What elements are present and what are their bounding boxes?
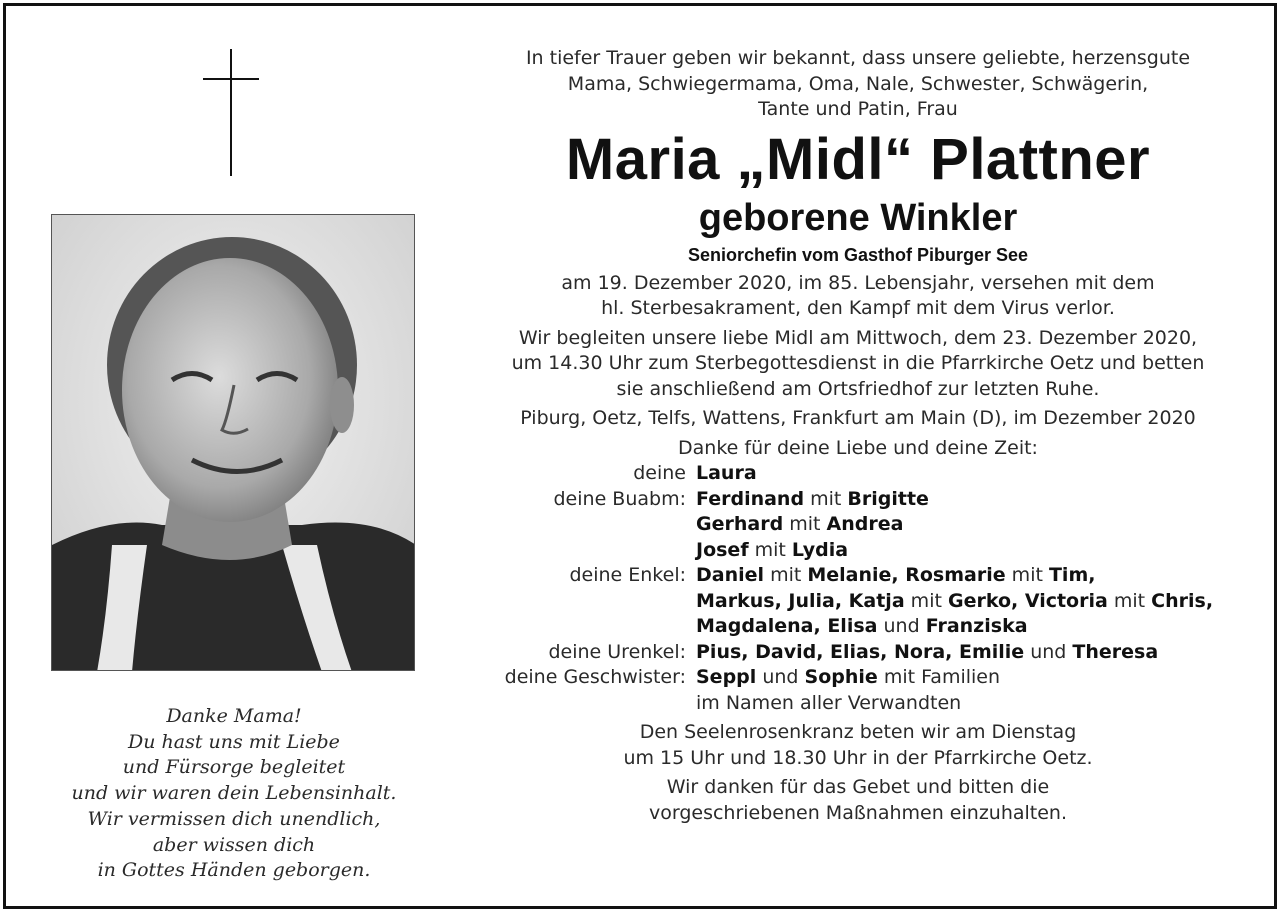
funeral-notice — [468, 326, 1248, 403]
rosary-line: Den Seelenrosenkranz beten wir am Dienstag — [639, 721, 1077, 743]
family-connector: mit Familien — [877, 666, 1001, 688]
family-label — [468, 614, 696, 640]
death-line: hl. Sterbesakrament, den Kampf mit dem Virus verlor. — [601, 297, 1115, 319]
family-connector: mit — [783, 513, 827, 535]
family-label — [468, 512, 696, 538]
family-row — [468, 563, 1248, 589]
family-label: deine Geschwister: — [504, 666, 686, 688]
family-names — [696, 614, 1028, 640]
family-name: Chris, — [1151, 589, 1214, 612]
family-row — [468, 512, 1248, 538]
family-name: Franziska — [925, 615, 1028, 637]
family-connector: mit — [764, 564, 808, 586]
poem-line: Danke Mama! — [166, 705, 302, 727]
family-label: deine — [633, 462, 686, 484]
poem-line: in Gottes Händen geborgen. — [97, 859, 371, 882]
family-name: Daniel — [696, 564, 765, 586]
family-row — [468, 461, 1248, 487]
family-names — [696, 538, 848, 564]
family-name: Melanie, Rosmarie — [807, 564, 1006, 586]
family-names — [696, 512, 903, 538]
poem-line: aber wissen dich — [152, 833, 316, 856]
family-name: Magdalena, Elisa — [696, 615, 878, 637]
family-name: Pius, David, Elias, Nora, Emilie — [696, 640, 1025, 663]
family-names — [696, 487, 929, 513]
family-names — [696, 461, 757, 487]
family-connector: mit — [904, 589, 948, 612]
deceased-name: Maria „Midl“ Plattner — [565, 126, 1151, 192]
intro-text — [468, 46, 1248, 123]
poem-line: Du hast uns mit Liebe — [128, 730, 340, 753]
family-name: Ferdinand — [696, 487, 805, 510]
family-names — [696, 563, 1095, 589]
death-notice — [468, 271, 1248, 322]
intro-line: Tante und Patin, Frau — [758, 98, 958, 120]
obituary-card — [3, 3, 1277, 909]
rosary-notice — [468, 720, 1248, 771]
family-name: Brigitte — [847, 487, 929, 510]
family-name: Andrea — [826, 513, 904, 535]
funeral-line: Wir begleiten unsere liebe Midl am Mittwoch, dem 23. Dezember 2020, — [518, 326, 1198, 349]
poem — [36, 704, 432, 884]
family-connector: mit — [748, 538, 792, 561]
announcement-column — [468, 46, 1248, 826]
family-list — [468, 461, 1248, 716]
family-row — [468, 487, 1248, 513]
poem-line: und wir waren dein Lebensinhalt. — [71, 782, 397, 805]
family-name: Tim, — [1048, 564, 1096, 586]
family-connector: mit — [804, 487, 848, 510]
funeral-line: um 14.30 Uhr zum Sterbegottesdienst in die Pfarrkirche Oetz und betten — [511, 352, 1205, 374]
poem-line: Wir vermissen dich unendlich, — [87, 807, 381, 830]
family-row — [468, 614, 1248, 640]
family-name: Sophie — [804, 666, 878, 688]
portrait-photo — [51, 214, 415, 671]
place-date: Piburg, Oetz, Telfs, Wattens, Frankfurt am Main (D), im Dezember 2020 — [520, 407, 1196, 429]
family-row — [468, 538, 1248, 564]
family-row — [468, 640, 1248, 666]
family-connector: mit — [1005, 564, 1049, 586]
family-connector: mit — [1107, 589, 1152, 612]
maiden-name: geborene Winkler — [698, 196, 1018, 239]
closing-notice — [468, 775, 1248, 826]
family-label — [468, 691, 696, 717]
family-label: deine Urenkel: — [548, 640, 686, 663]
family-names — [696, 640, 1158, 666]
family-row — [468, 665, 1248, 691]
family-names — [696, 665, 1000, 691]
family-names — [696, 691, 961, 717]
closing-line: vorgeschriebenen Maßnahmen einzuhalten. — [648, 801, 1068, 824]
family-name: Lydia — [791, 538, 849, 561]
family-row — [468, 691, 1248, 717]
rosary-line: um 15 Uhr und 18.30 Uhr in der Pfarrkirche Oetz. — [623, 746, 1093, 769]
family-name: Josef — [696, 538, 749, 561]
family-connector: und — [756, 666, 805, 688]
funeral-line: sie anschließend am Ortsfriedhof zur letzten Ruhe. — [616, 377, 1100, 400]
family-label — [468, 538, 696, 564]
closing-line: Wir danken für das Gebet und bitten die — [666, 776, 1050, 798]
cross-icon — [6, 6, 306, 206]
family-connector: und — [877, 615, 926, 637]
family-name: Laura — [696, 462, 757, 484]
thanks-line: Danke für deine Liebe und deine Zeit: — [678, 436, 1038, 459]
poem-line: und Fürsorge begleitet — [122, 756, 346, 779]
intro-line: In tiefer Trauer geben wir bekannt, dass unsere geliebte, herzensgute — [525, 47, 1191, 69]
family-name: Gerko, Victoria — [947, 589, 1108, 612]
family-names — [696, 589, 1213, 615]
family-label — [468, 589, 696, 615]
family-name: Seppl — [696, 666, 757, 688]
family-row — [468, 589, 1248, 615]
intro-line: Mama, Schwiegermama, Oma, Nale, Schwester, Schwägerin, — [567, 72, 1149, 95]
family-name: Markus, Julia, Katja — [696, 589, 905, 612]
family-connector: und — [1024, 640, 1073, 663]
death-line: am 19. Dezember 2020, im 85. Lebensjahr, versehen mit dem — [561, 271, 1155, 294]
family-name: Gerhard — [696, 513, 784, 535]
family-name: Theresa — [1072, 640, 1159, 663]
family-connector: im Namen aller Verwandten — [696, 691, 962, 714]
family-label: deine Buabm: — [553, 487, 686, 510]
deceased-role: Seniorchefin vom Gasthof Piburger See — [687, 244, 1029, 265]
family-label: deine Enkel: — [569, 564, 686, 586]
